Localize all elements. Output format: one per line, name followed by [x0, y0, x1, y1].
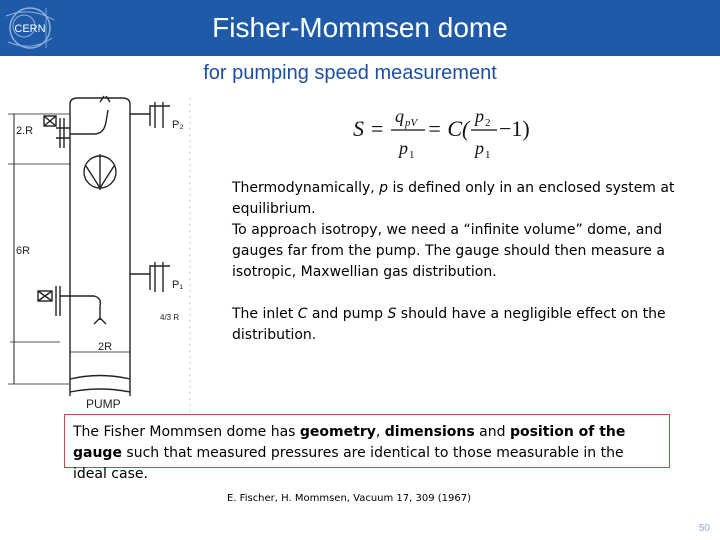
formula-tail: −1): [499, 116, 530, 141]
label-two-r-top: 2.R: [16, 125, 34, 137]
emphasis-dimensions: dimensions: [384, 424, 475, 440]
label-two-r-bottom: 2R: [98, 341, 113, 353]
emphasis-geometry: geometry: [299, 424, 376, 440]
slide-title: Fisher-Mommsen dome: [212, 12, 508, 43]
formula-p2-num: p: [475, 106, 484, 126]
label-p2: P₂: [172, 119, 184, 131]
formula-lhs: S: [353, 116, 364, 141]
label-six-r: 6R: [16, 245, 31, 257]
label-four-thirds-r: 4/3 R: [160, 313, 180, 322]
formula-q: q: [395, 106, 404, 126]
slide-subtitle: for pumping speed measurement: [203, 62, 497, 84]
formula-p1-den: p: [475, 138, 484, 158]
formula-p1-den-sub: 1: [485, 149, 491, 161]
emphasis-gauge-position: position of the gauge: [73, 424, 626, 461]
formula-eq: =: [371, 116, 384, 141]
header-bar: [0, 0, 720, 56]
page-number: 50: [698, 523, 710, 534]
cern-logo-icon: [2, 2, 58, 54]
summary-box: The Fisher Mommsen dome has geometry, dimensions and position of the gauge such that measured pressures are identical to those measurable in the ideal case.: [64, 414, 670, 468]
label-pump: PUMP: [86, 397, 121, 411]
reference-citation: E. Fischer, H. Mommsen, Vacuum 17, 309 (1967): [227, 493, 472, 504]
pumping-speed-formula: [345, 98, 545, 162]
formula-p2-num-sub: 2: [485, 117, 491, 129]
formula-mid: = C(: [427, 116, 470, 141]
paragraph-inlet-pump: The inlet C and pump S should have a negligible effect on the distribution.: [232, 306, 666, 343]
paragraph-thermodynamics: Thermodynamically, p is defined only in an enclosed system at equilibrium.: [232, 180, 675, 217]
cern-logo-text: CERN: [14, 23, 46, 35]
fisher-mommsen-dome-diagram: [0, 94, 225, 414]
formula-q-sub: pV: [405, 117, 418, 129]
label-p1: P₁: [172, 279, 184, 291]
formula-p1-sub: 1: [409, 149, 415, 161]
formula-p1: p: [399, 138, 408, 158]
paragraph-isotropy: To approach isotropy, we need a “infinite volume” dome, and gauges far from the pump. The gauge should then measure a isotropic, Maxwellian gas distribution.: [232, 222, 665, 280]
body-text: [232, 178, 702, 346]
